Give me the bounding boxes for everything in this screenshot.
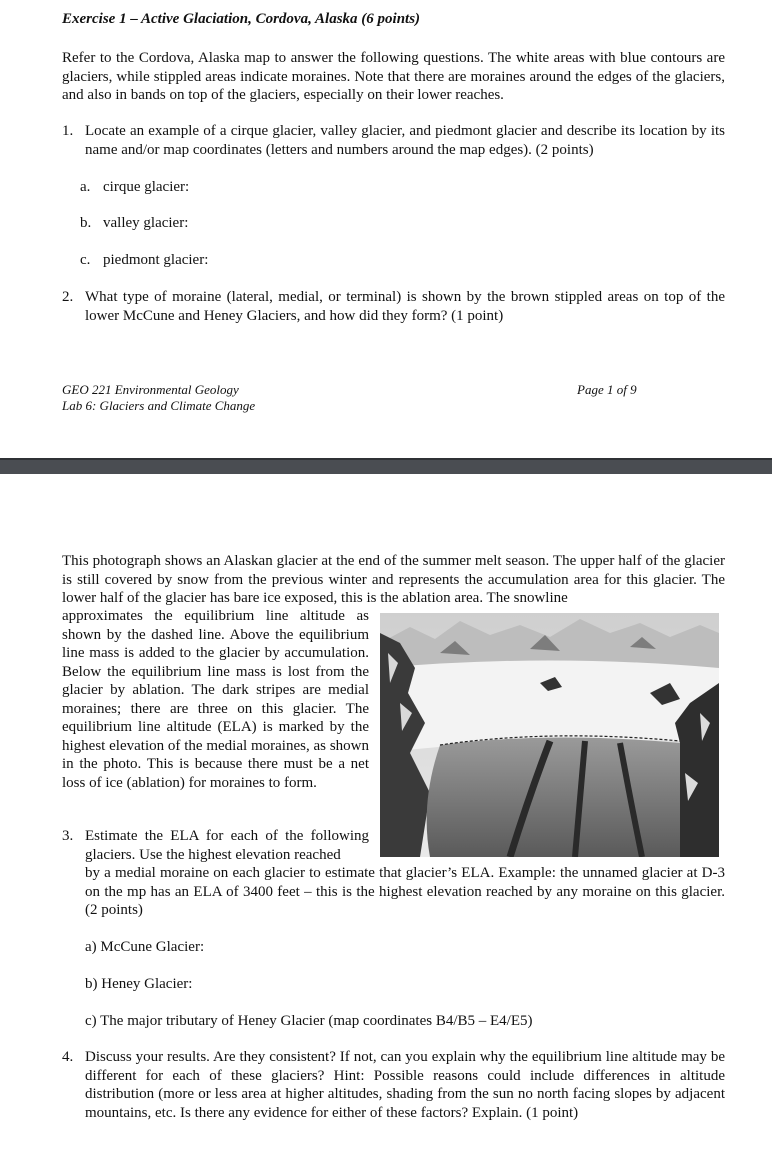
photo-intro-full: This photograph shows an Alaskan glacier at the end of the summer melt season. The upper half of the glacier is still covered by snow from the previous winter and represents the accumulation area for this glacier. The lower half of the glacier has bare ice exposed, this is the ablation area. The snowline bbox=[62, 553, 725, 606]
exercise-title: Exercise 1 – Active Glaciation, Cordova, Alaska (6 points) bbox=[62, 11, 421, 27]
footer-course: GEO 221 Environmental Geology bbox=[62, 382, 239, 397]
question-1 bbox=[62, 122, 725, 159]
answer-label: piedmont glacier: bbox=[103, 252, 209, 268]
exercise-intro: Refer to the Cordova, Alaska map to answer the following questions. The white areas with blue contours are glaciers, while stippled areas indicate moraines. Note that there are moraines around the edges of the glaciers, and also in bands on top of the glaciers, especially on their lower reaches. bbox=[62, 50, 725, 103]
answer-item-valley bbox=[80, 214, 188, 233]
photo-intro-narrow: approximates the equilibrium line altitude as shown by the dashed line. Above the equilibrium line mass is added to the glacier by accumulation. Below the equilibrium line mass is lost from the glacier by ablation. The dark stripes are medial moraines; there are three on this glacier. The equilibrium line altitude (ELA) is marked by the highest elevation of the medial moraines, as shown in the photo. This is because there must be a net loss of ice (ablation) for moraines to form. bbox=[62, 608, 369, 791]
answer-label: valley glacier: bbox=[103, 215, 189, 231]
question-4 bbox=[62, 1048, 725, 1122]
answer-letter: c. bbox=[80, 252, 91, 268]
answer-letter: a. bbox=[80, 179, 91, 195]
footer-lab: Lab 6: Glaciers and Climate Change bbox=[62, 398, 256, 413]
question-3-number: 3. bbox=[62, 828, 74, 844]
question-1-number: 1. bbox=[62, 123, 74, 139]
page-2 bbox=[0, 474, 772, 1162]
answer-letter: b. bbox=[80, 215, 92, 231]
answer-label: cirque glacier: bbox=[103, 179, 190, 195]
question-3-text-rest: by a medial moraine on each glacier to estimate that glacier’s ELA. Example: the unnamed glacier at D-3 on the mp has an ELA of 3400 feet – this is the highest elevation reached by any moraine on this glacier. (2 points) bbox=[85, 865, 725, 918]
question-3-text-first: Estimate the ELA for each of the following glaciers. Use the highest elevation reached bbox=[85, 828, 369, 863]
page-1 bbox=[0, 0, 772, 458]
question-2-number: 2. bbox=[62, 289, 74, 305]
footer-page-number: Page 1 of 9 bbox=[577, 382, 637, 397]
question-2 bbox=[62, 288, 725, 325]
question-4-text: Discuss your results. Are they consistent? If not, can you explain why the equilibrium line altitude may be different for each of these glaciers? Hint: Possible reasons could include differences in altitude distribution (more or less area at higher altitudes, shading from the sun no north facing slopes by adjacent mountains, etc. Is there any evidence for either of these factors? Explain. (1 point) bbox=[85, 1049, 725, 1121]
question-3 bbox=[62, 827, 725, 920]
question-4-number: 4. bbox=[62, 1049, 74, 1065]
question-1-text: Locate an example of a cirque glacier, valley glacier, and piedmont glacier and describe its location by its name and/or map coordinates (letters and numbers around the map edges). (2 points) bbox=[85, 123, 725, 158]
answer-mccune: a) McCune Glacier: bbox=[85, 939, 205, 955]
glacier-photo bbox=[380, 613, 719, 857]
answer-heney-tributary: c) The major tributary of Heney Glacier (map coordinates B4/B5 – E4/E5) bbox=[85, 1013, 533, 1029]
answer-item-cirque bbox=[80, 178, 189, 197]
answer-heney: b) Heney Glacier: bbox=[85, 976, 193, 992]
page-separator bbox=[0, 458, 772, 474]
answer-item-piedmont bbox=[80, 251, 208, 270]
question-2-text: What type of moraine (lateral, medial, or terminal) is shown by the brown stippled areas on top of the lower McCune and Heney Glaciers, and how did they form? (1 point) bbox=[85, 289, 725, 324]
